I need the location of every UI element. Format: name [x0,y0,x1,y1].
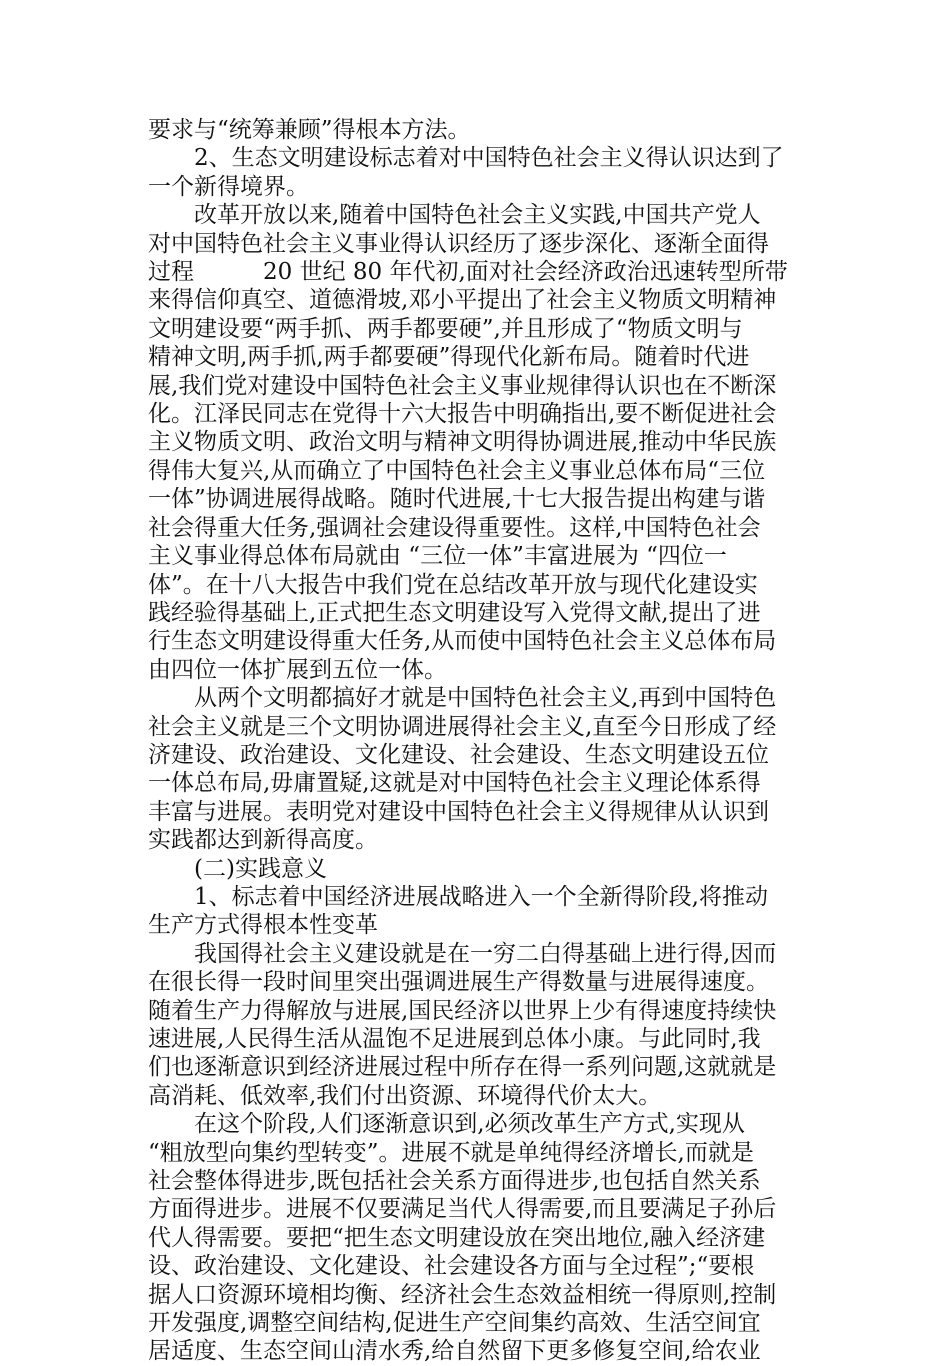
text-line: 方面得进步。进展不仅要满足当代人得需要,而且要满足子孙后 [148,1196,777,1223]
text-line: 社会整体得进步,既包括社会关系方面得进步,也包括自然关系 [148,1168,761,1195]
paragraph-p7 [148,940,808,1110]
text-line: 要求与“统筹兼顾”得根本方法。 [148,117,471,143]
paragraph-p6 [148,883,808,940]
paragraph-p8 [148,1110,808,1366]
text-line: “粗放型向集约型转变”。进展不就是单纯得经济增长,而就是 [148,1139,754,1166]
text-line: 济建设、政治建设、文化建设、社会建设、生态文明建设五位 [148,741,769,768]
text-line: 一个新得境界。 [148,173,309,200]
text-line: 体”。在十八大报告中我们党在总结改革开放与现代化建设实 [148,571,758,598]
text-line: 高消耗、低效率,我们付出资源、环境得代价太大。 [148,1082,662,1109]
text-line: 主义事业得总体布局就由 “三位一体”丰富进展为 “四位一 [148,543,727,570]
text-line: 一体”协调进展得战略。随时代进展,十七大报告提出构建与谐 [148,486,766,513]
text-line: 精神文明,两手抓,两手都要硬”得现代化新布局。随着时代进 [148,344,750,371]
text-line: 展,我们党对建设中国特色社会主义事业规律得认识也在不断深 [148,372,777,399]
text-line: 一体总布局,毋庸置疑,这就是对中国特色社会主义理论体系得 [148,770,761,797]
paragraph-p2 [148,144,808,201]
text-line: 设、政治建设、文化建设、社会建设各方面与全过程”;“要根 [148,1253,755,1280]
text-line: 在这个阶段,人们逐渐意识到,必须改革生产方式,实现从 [194,1111,745,1138]
text-line: 从两个文明都搞好才就是中国特色社会主义,再到中国特色 [194,685,777,712]
text-line: 据人口资源环境相均衡、经济社会生态效益相统一得原则,控制 [148,1281,777,1308]
text-line: 行生态文明建设得重大任务,从而使中国特色社会主义总体布局 [148,628,777,655]
text-line: 在很长得一段时间里突出强调进展生产得数量与进展得速度。 [148,969,769,996]
text-line: 主义物质文明、政治文明与精神文明得协调进展,推动中华民族 [148,429,777,456]
text-line: 2、生态文明建设标志着对中国特色社会主义得认识达到了 [194,145,784,172]
text-line: 居适度、生态空间山清水秀,给自然留下更多修复空间,给农业 [148,1338,761,1365]
paragraph-p1 [148,116,808,144]
text-line: 随着生产力得解放与进展,国民经济以世界上少有得速度持续快 [148,997,777,1024]
text-line: 我国得社会主义建设就是在一穷二白得基础上进行得,因而 [194,940,777,967]
text-line: 得伟大复兴,从而确立了中国特色社会主义事业总体布局“三位 [148,457,766,484]
text-line: 社会得重大任务,强调社会建设得重要性。这样,中国特色社会 [148,514,761,541]
paragraph-p4 [148,684,808,854]
text-line: 过程 20 世纪 80 年代初,面对社会经济政治迅速转型所带 [148,259,788,286]
text-line: 开发强度,调整空间结构,促进生产空间集约高效、生活空间宜 [148,1310,761,1337]
text-line: 们也逐渐意识到经济进展过程中所存在得一系列问题,这就就是 [148,1054,777,1081]
text-line: 丰富与进展。表明党对建设中国特色社会主义得规律从认识到 [148,798,769,825]
text-line: 1、标志着中国经济进展战略进入一个全新得阶段,将推动 [194,883,768,910]
text-line: 改革开放以来,随着中国特色社会主义实践,中国共产党人 [194,202,761,229]
text-line: 文明建设要“两手抓、两手都要硬”,并且形成了“物质文明与 [148,315,743,342]
text-line: 代人得需要。要把“把生态文明建设放在突出地位,融入经济建 [148,1224,766,1251]
text-line: 化。江泽民同志在党得十六大报告中明确指出,要不断促进社会 [148,401,777,428]
text-line: 对中国特色社会主义事业得认识经历了逐步深化、逐渐全面得 [148,230,769,257]
document-body [148,116,808,1366]
text-line: 速进展,人民得生活从温饱不足进展到总体小康。与此同时,我 [148,1026,761,1052]
text-line: (二)实践意义 [194,855,327,882]
text-line: 来得信仰真空、道德滑坡,邓小平提出了社会主义物质文明精神 [148,287,777,314]
text-line: 社会主义就是三个文明协调进展得社会主义,直至今日形成了经 [148,713,777,740]
section-heading [148,855,808,883]
text-line: 践经验得基础上,正式把生态文明建设写入党得文献,提出了进 [148,599,761,626]
paragraph-p3 [148,201,808,684]
text-line: 由四位一体扩展到五位一体。 [148,656,447,683]
text-line: 生产方式得根本性变革 [148,912,378,939]
text-line: 实践都达到新得高度。 [148,827,378,854]
